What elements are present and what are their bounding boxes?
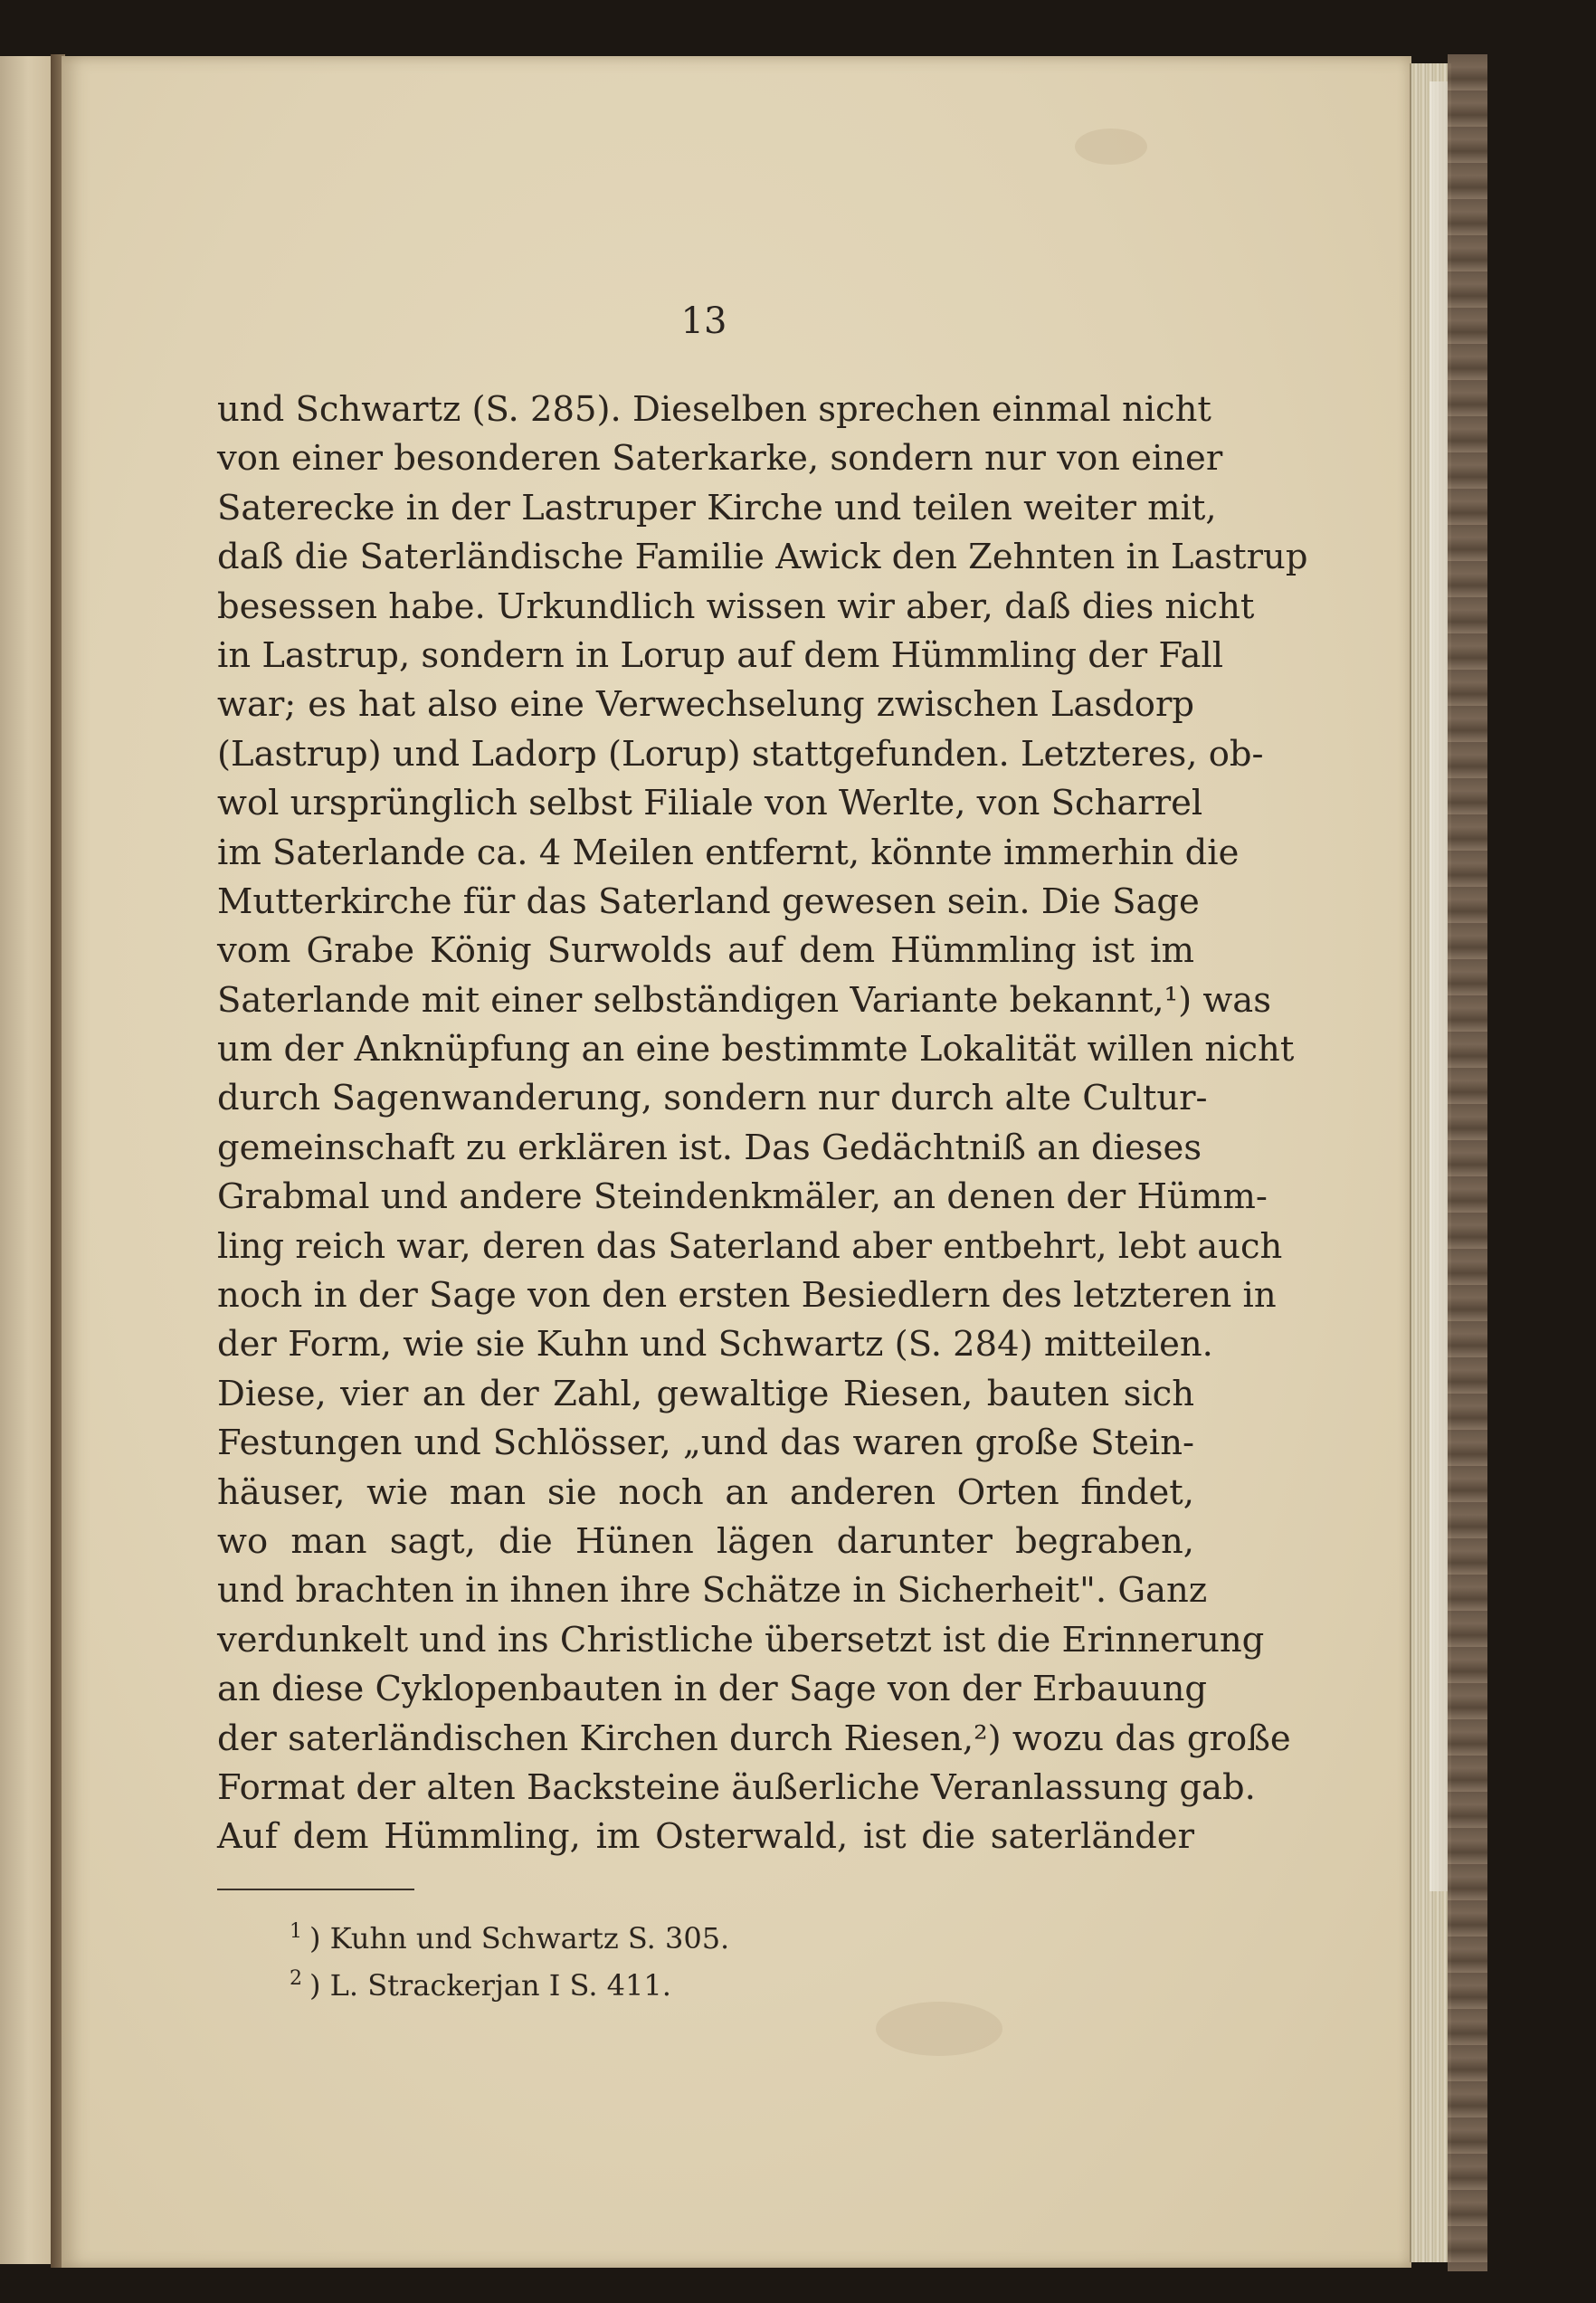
- text-line: durch Sagenwanderung, sondern nur durch alte Cultur-: [217, 1078, 1208, 1119]
- text-line: daß die Saterländische Familie Awick den Zehnten in Lastrup: [217, 537, 1308, 578]
- paper-stain: [1075, 128, 1147, 165]
- text-line: der saterländischen Kirchen durch Riesen,²) wozu das große: [217, 1718, 1291, 1759]
- text-line: der Form, wie sie Kuhn und Schwartz (S. 284) mitteilen.: [217, 1324, 1213, 1366]
- text-line: war; es hat also eine Verwechselung zwischen Lasdorp: [217, 684, 1194, 726]
- text-line: ling reich war, deren das Saterland aber entbehrt, lebt auch: [217, 1225, 1283, 1267]
- text-line: häuser, wie man sie noch an anderen Orten findet,: [217, 1471, 1194, 1513]
- body-text: [217, 385, 1308, 1862]
- text-line: Diese, vier an der Zahl, gewaltige Riesen, bauten sich: [217, 1373, 1194, 1414]
- text-line: Grabmal und andere Steindenkmäler, an denen der Hümm-: [217, 1176, 1268, 1218]
- text-line: in Lastrup, sondern in Lorup auf dem Hümmling der Fall: [217, 634, 1224, 676]
- footnote-text: L. Strackerjan I S. 411.: [329, 1968, 671, 2003]
- text-line: und Schwartz (S. 285). Dieselben sprechen einmal nicht: [217, 389, 1211, 430]
- footnote: 1 ) Kuhn und Schwartz S. 305.: [290, 1920, 730, 1956]
- page-number: 13: [680, 300, 727, 342]
- footnote: 2 ) L. Strackerjan I S. 411.: [290, 1967, 671, 2003]
- text-line: noch in der Sage von den ersten Besiedlern des letzteren in: [217, 1275, 1277, 1317]
- text-line: Saterlande mit einer selbständigen Variante bekannt,¹) was: [217, 979, 1272, 1021]
- footnote-text: Kuhn und Schwartz S. 305.: [329, 1921, 730, 1956]
- marbled-cover-edge: [1448, 54, 1487, 2271]
- previous-page-edge: [0, 56, 54, 2264]
- text-line: (Lastrup) und Ladorp (Lorup) stattgefunden. Letzteres, ob-: [217, 733, 1264, 775]
- text-line: vom Grabe König Surwolds auf dem Hümmling ist im: [217, 930, 1194, 972]
- text-line: besessen habe. Urkundlich wissen wir aber, daß dies nicht: [217, 585, 1255, 627]
- book-page: [62, 56, 1411, 2268]
- text-line: gemeinschaft zu erklären ist. Das Gedächtniß an dieses: [217, 1127, 1202, 1168]
- text-line: Festungen und Schlösser, „und das waren große Stein-: [217, 1423, 1194, 1464]
- text-line: Auf dem Hümmling, im Osterwald, ist die saterländer: [217, 1816, 1194, 1858]
- text-line: verdunkelt und ins Christliche übersetzt ist die Erinnerung: [217, 1619, 1265, 1661]
- text-line: wol ursprünglich selbst Filiale von Werlte, von Scharrel: [217, 783, 1203, 824]
- text-line: Mutterkirche für das Saterland gewesen sein. Die Sage: [217, 880, 1200, 922]
- footnotes: [290, 1915, 729, 2009]
- text-line: von einer besonderen Saterkarke, sondern nur von einer: [217, 438, 1223, 480]
- text-line: wo man sagt, die Hünen lägen darunter begraben,: [217, 1520, 1194, 1562]
- text-line: im Saterlande ca. 4 Meilen entfernt, könnte immerhin die: [217, 832, 1240, 873]
- text-line: Saterecke in der Lastruper Kirche und teilen weiter mit,: [217, 487, 1217, 528]
- paper-stain: [876, 2002, 1002, 2056]
- cover-lining: [1430, 81, 1448, 1891]
- text-line: um der Anknüpfung an eine bestimmte Lokalität willen nicht: [217, 1029, 1295, 1071]
- text-line: und brachten in ihnen ihre Schätze in Sicherheit". Ganz: [217, 1570, 1208, 1612]
- text-line: an diese Cyklopenbauten in der Sage von der Erbauung: [217, 1669, 1208, 1710]
- text-line: Format der alten Backsteine äußerliche Veranlassung gab.: [217, 1766, 1256, 1808]
- footnote-rule: [217, 1889, 414, 1890]
